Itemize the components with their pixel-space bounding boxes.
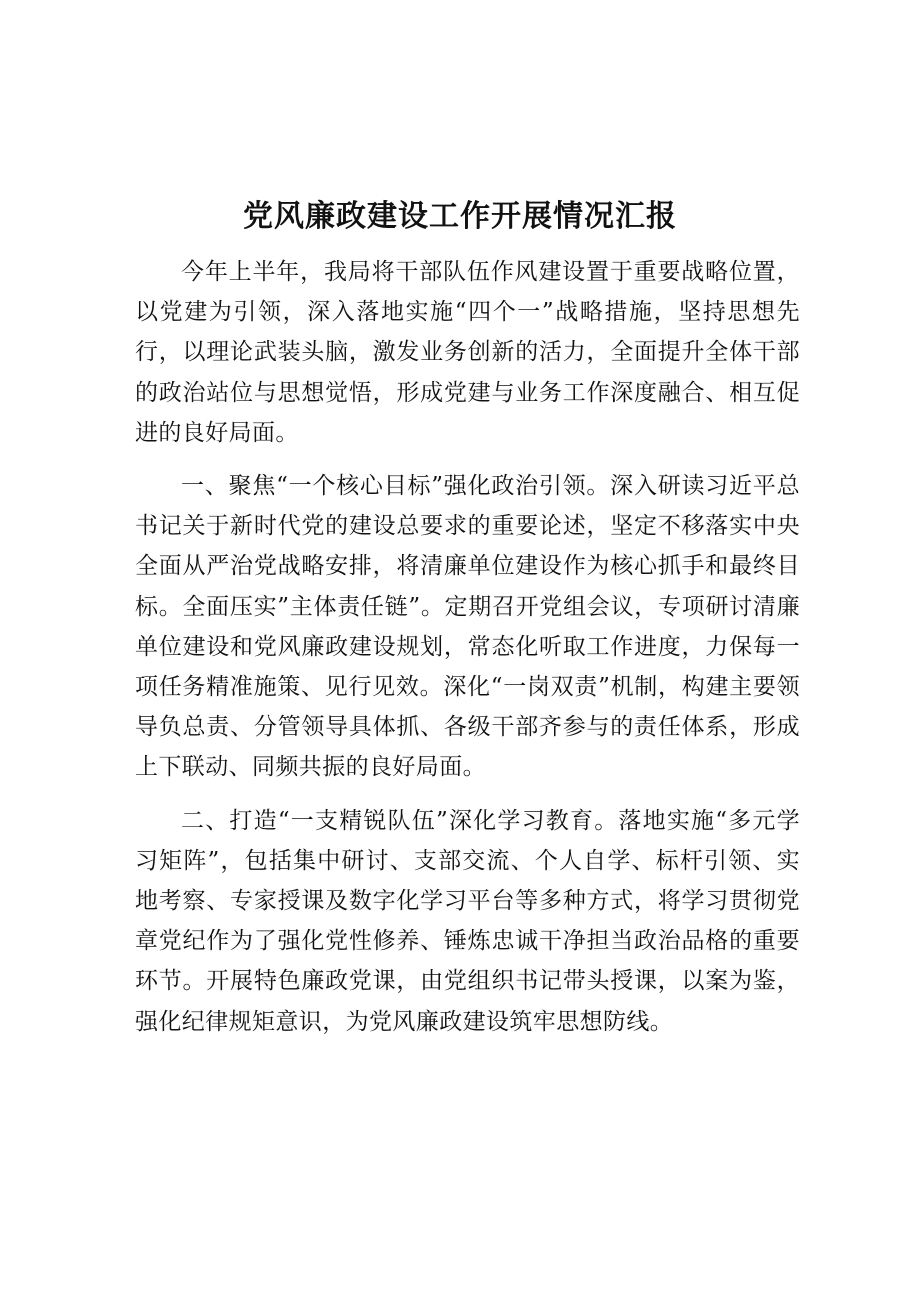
document-body [135, 252, 800, 1042]
document-title: 党风廉政建设工作开展情况汇报 [243, 199, 677, 234]
section-one-paragraph: 一、聚焦“一个核心目标”强化政治引领。深入研读习近平总书记关于新时代党的建设总要求的重要论述，坚定不移落实中央全面从严治党战略安排，将清廉单位建设作为核心抓手和最终目标。全面压实”主体责任链”。定期召开党组会议，专项研讨清廉单位建设和党风廉政建设规划，常态化听取工作进度，力保每一项任务精准施策、见行见效。深化“一岗双责”机制，构建主要领导负总责、分管领导具体抓、各级干部齐参与的责任体系，形成上下联动、同频共振的良好局面。 [135, 473, 800, 781]
intro-paragraph: 今年上半年，我局将干部队伍作风建设置于重要战略位置，以党建为引领，深入落地实施“四个一”战略措施，坚持思想先行，以理论武装头脑，激发业务创新的活力，全面提升全体干部的政治站位与思想觉悟，形成党建与业务工作深度融合、相互促进的良好局面。 [135, 259, 800, 446]
section-two-paragraph: 二、打造“一支精锐队伍”深化学习教育。落地实施“多元学习矩阵”，包括集中研讨、支部交流、个人自学、标杆引领、实地考察、专家授课及数字化学习平台等多种方式，将学习贯彻党章党纪作为了强化党性修养、锤炼忠诚干净担当政治品格的重要环节。开展特色廉政党课，由党组织书记带头授课，以案为鉴，强化纪律规矩意识，为党风廉政建设筑牢思想防线。 [135, 807, 800, 1035]
